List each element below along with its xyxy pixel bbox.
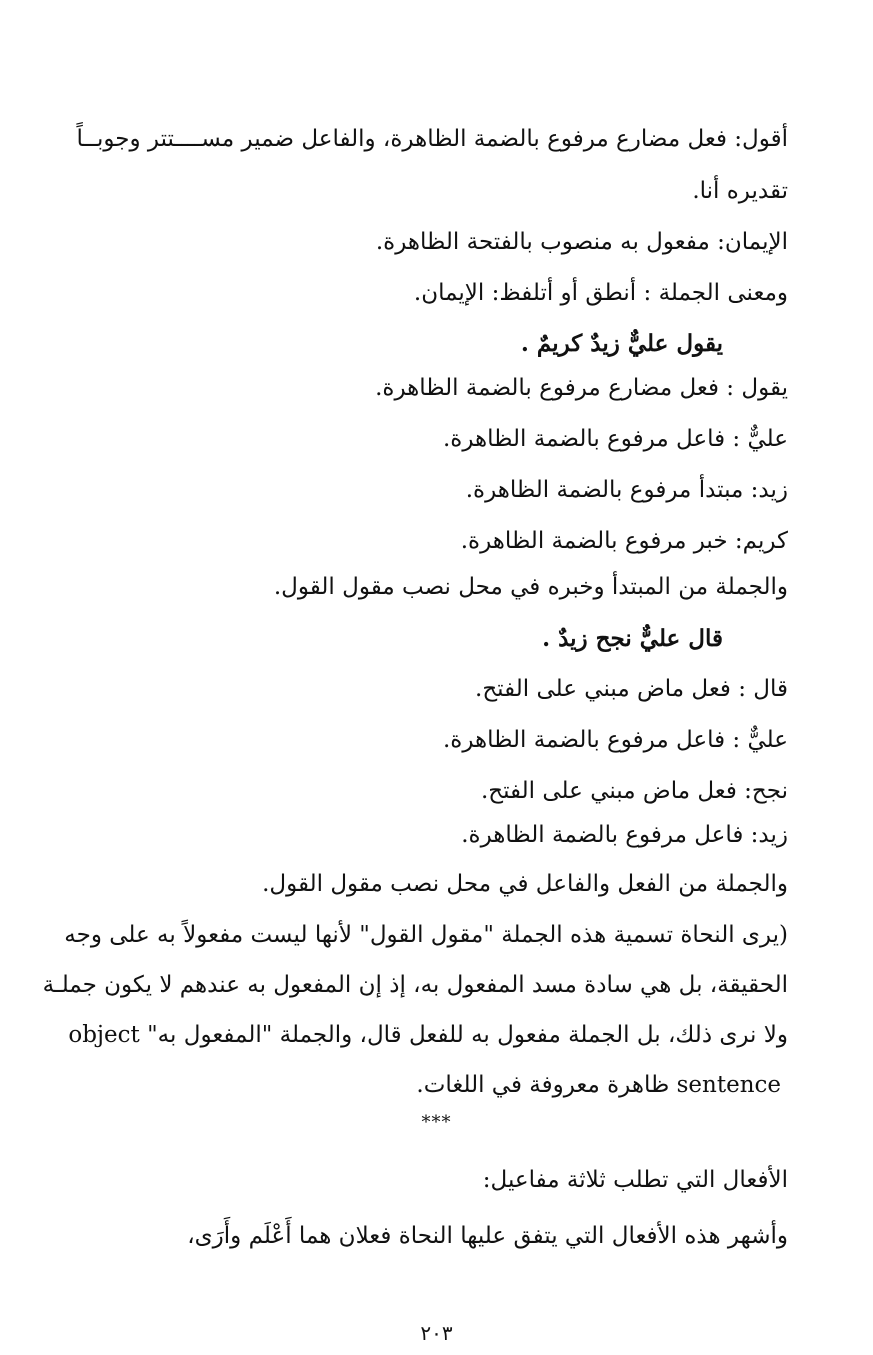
page-number: ٢٠٣ <box>420 1321 453 1345</box>
paragraph-line: (يرى النحاة تسمية هذه الجملة "مقول القول" لأنها ليست مفعولاً به على وجه <box>64 922 788 948</box>
paragraph: عليٌّ : فاعل مرفوع بالضمة الظاهرة. <box>442 727 788 753</box>
paragraph: زيد: فاعل مرفوع بالضمة الظاهرة. <box>461 822 788 848</box>
paragraph: قال : فعل ماض مبني على الفتح. <box>475 676 788 702</box>
paragraph: كريم: خبر مرفوع بالضمة الظاهرة. <box>460 528 788 554</box>
paragraph-line: أقول: فعل مضارع مرفوع بالضمة الظاهرة، والفاعل ضمير مســــتتر وجوبــاً <box>76 126 788 152</box>
paragraph: الإيمان: مفعول به منصوب بالفتحة الظاهرة. <box>375 229 788 255</box>
paragraph: وأشهر هذه الأفعال التي يتفق عليها النحاة فعلان هما أَعْلَم وأَرَى، <box>187 1223 788 1249</box>
paragraph-line: sentence ظاهرة معروفة في اللغات. <box>416 1072 781 1098</box>
paragraph-line: تقديره أنا. <box>692 178 788 204</box>
paragraph: عليٌّ : فاعل مرفوع بالضمة الظاهرة. <box>442 426 788 452</box>
paragraph: يقول : فعل مضارع مرفوع بالضمة الظاهرة. <box>375 375 788 401</box>
paragraph: والجملة من المبتدأ وخبره في محل نصب مقول القول. <box>273 574 788 600</box>
section-separator: *** <box>421 1112 452 1133</box>
paragraph: والجملة من الفعل والفاعل في محل نصب مقول القول. <box>262 871 788 897</box>
paragraph-line: الحقيقة، بل هي سادة مسد المفعول به، إذ إن المفعول به عندهم لا يكون جملـة <box>42 972 788 998</box>
example-sentence: يقول عليٌّ زيدٌ كريمٌ . <box>520 330 723 357</box>
paragraph: ومعنى الجملة : أنطق أو أتلفظ: الإيمان. <box>413 280 788 306</box>
paragraph: نجح: فعل ماض مبني على الفتح. <box>480 778 788 804</box>
paragraph: زيد: مبتدأ مرفوع بالضمة الظاهرة. <box>465 477 788 503</box>
paragraph-line: ولا نرى ذلك، بل الجملة مفعول به للفعل قال، والجملة "المفعول به" object <box>68 1022 788 1048</box>
section-heading: الأفعال التي تطلب ثلاثة مفاعيل: <box>482 1167 788 1193</box>
example-sentence: قال عليٌّ نجح زيدٌ . <box>542 625 723 652</box>
